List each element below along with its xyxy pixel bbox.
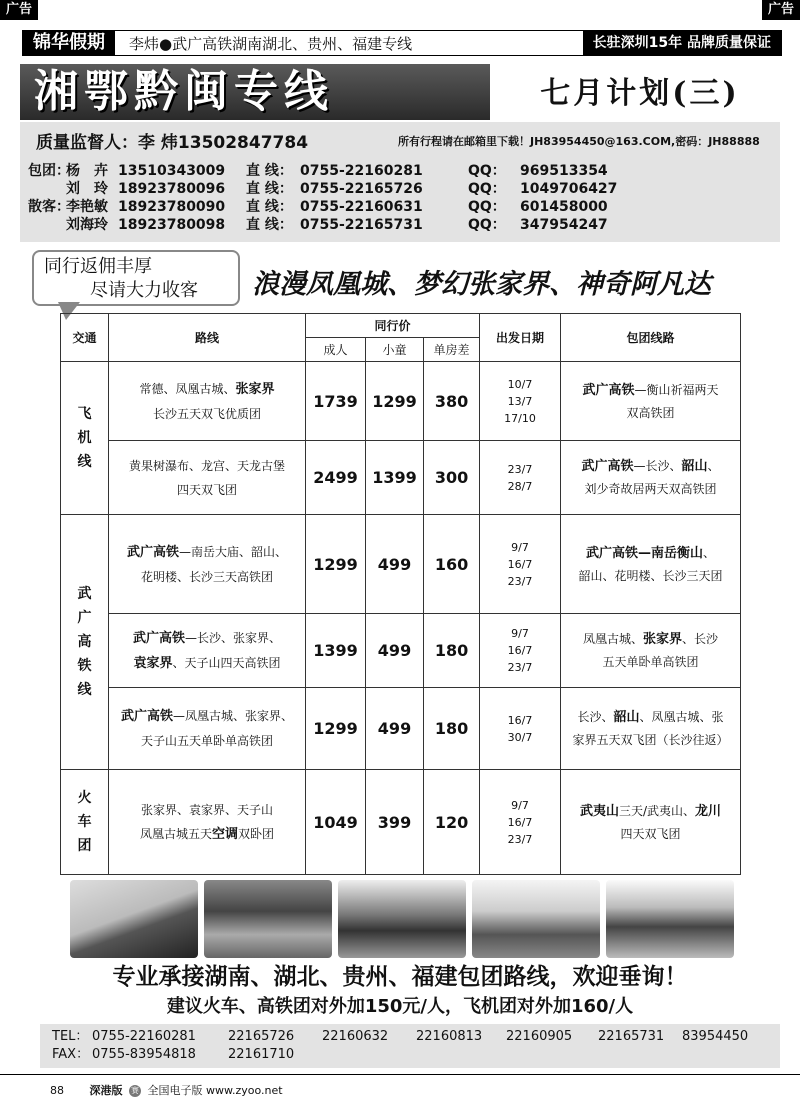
direct-line-label: 直 线： bbox=[246, 181, 293, 197]
departure-dates: 9/7 16/7 23/7 bbox=[480, 770, 561, 875]
route-cell: 常德、凤凰古城、张家界 长沙五天双飞优质团 bbox=[109, 362, 306, 441]
package-cell: 凤凰古城、张家界、长沙 五天单卧单高铁团 bbox=[561, 614, 741, 688]
contact-name: 刘 玲 bbox=[66, 181, 108, 197]
monthly-plan-title: 七月计划(三) bbox=[540, 76, 740, 111]
tel-number: 22160905 bbox=[506, 1029, 573, 1044]
contact-mobile: 18923780098 bbox=[118, 217, 226, 233]
direct-line: 0755-22165731 bbox=[300, 217, 423, 233]
direct-line: 0755-22160281 bbox=[300, 163, 423, 179]
package-cell: 武广高铁—长沙、韶山、 刘少奇故居两天双高铁团 bbox=[561, 441, 741, 515]
scenic-photo bbox=[606, 880, 734, 958]
price-adult: 1299 bbox=[306, 515, 366, 614]
contact-type: 包团： bbox=[28, 163, 70, 179]
price-adult: 2499 bbox=[306, 441, 366, 515]
tel-number: 83954450 bbox=[682, 1029, 749, 1044]
contact-mobile: 13510343009 bbox=[118, 163, 226, 179]
qq-label: QQ： bbox=[468, 217, 506, 233]
route-cell: 武广高铁—长沙、张家界、 袁家界、天子山四天高铁团 bbox=[109, 614, 306, 688]
scenic-photo bbox=[472, 880, 600, 958]
fax-number: 22161710 bbox=[228, 1047, 295, 1062]
promo-line-2: 建议火车、高铁团对外加150元/人，飞机团对外加160/人 bbox=[166, 996, 634, 1017]
direct-line-label: 直 线： bbox=[246, 163, 293, 179]
price-child: 499 bbox=[366, 688, 424, 770]
tel-number: 22165726 bbox=[228, 1029, 295, 1044]
qq-label: QQ： bbox=[468, 181, 506, 197]
tel-number: 22160632 bbox=[322, 1029, 389, 1044]
price-child: 499 bbox=[366, 614, 424, 688]
contact-name: 李艳敏 bbox=[66, 199, 108, 215]
brand-slogan: 长驻深圳15年 品牌质量保证 bbox=[583, 31, 781, 55]
table-row bbox=[61, 362, 741, 441]
contact-panel bbox=[20, 122, 780, 242]
direct-line-label: 直 线： bbox=[246, 217, 293, 233]
fax-number: 0755-83954818 bbox=[92, 1047, 196, 1062]
package-cell: 武夷山三天/武夷山、龙川 四天双飞团 bbox=[561, 770, 741, 875]
headline: 浪漫凤凰城、梦幻张家界、神奇阿凡达 bbox=[252, 269, 711, 300]
specialty-lines: 李炜●武广高铁湖南湖北、贵州、福建专线 bbox=[129, 34, 413, 53]
direct-line: 0755-22160631 bbox=[300, 199, 423, 215]
price-child: 399 bbox=[366, 770, 424, 875]
price-single: 300 bbox=[424, 441, 480, 515]
qq-label: QQ： bbox=[468, 163, 506, 179]
quality-supervisor: 质量监督人：李 炜13502847784 bbox=[36, 133, 309, 153]
route-price-table bbox=[60, 313, 741, 875]
package-cell: 长沙、韶山、凤凰古城、张 家界五天双飞团（长沙往返） bbox=[561, 688, 741, 770]
route-cell: 张家界、袁家界、天子山 凤凰古城五天空调双卧团 bbox=[109, 770, 306, 875]
mode-flight: 飞 机 线 bbox=[61, 362, 109, 515]
ad-label-right: 广告 bbox=[762, 0, 800, 20]
ad-label-left: 广告 bbox=[0, 0, 38, 20]
table-row bbox=[61, 515, 741, 614]
bubble-line-2: 尽请大力收客 bbox=[90, 280, 198, 301]
header-price-group: 同行价 bbox=[306, 314, 480, 338]
price-child: 1299 bbox=[366, 362, 424, 441]
route-banner-title: 湘鄂黔闽专线 bbox=[20, 64, 490, 120]
qq-number: 601458000 bbox=[520, 199, 608, 215]
fax-label: FAX： bbox=[52, 1047, 90, 1062]
route-cell: 黄果树瀑布、龙宫、天龙古堡 四天双飞团 bbox=[109, 441, 306, 515]
package-cell: 武广高铁—衡山祈福两天 双高铁团 bbox=[561, 362, 741, 441]
price-adult: 1299 bbox=[306, 688, 366, 770]
departure-dates: 16/7 30/7 bbox=[480, 688, 561, 770]
header-child: 小童 bbox=[366, 338, 424, 362]
price-single: 120 bbox=[424, 770, 480, 875]
tel-number: 0755-22160281 bbox=[92, 1029, 196, 1044]
tel-number: 22165731 bbox=[598, 1029, 665, 1044]
tel-label: TEL： bbox=[52, 1029, 89, 1044]
header-package: 包团线路 bbox=[561, 314, 741, 362]
table-row bbox=[61, 770, 741, 875]
scenic-photo bbox=[70, 880, 198, 958]
contact-name: 杨 卉 bbox=[66, 163, 108, 179]
price-adult: 1739 bbox=[306, 362, 366, 441]
tel-number: 22160813 bbox=[416, 1029, 483, 1044]
edition-label: 深港版 bbox=[89, 1084, 123, 1097]
package-cell: 武广高铁—南岳衡山、 韶山、花明楼、长沙三天团 bbox=[561, 515, 741, 614]
price-child: 499 bbox=[366, 515, 424, 614]
fax-row bbox=[52, 1046, 768, 1064]
departure-dates: 23/7 28/7 bbox=[480, 441, 561, 515]
header-adult: 成人 bbox=[306, 338, 366, 362]
page-number: 88 bbox=[50, 1084, 64, 1097]
contact-mobile: 18923780090 bbox=[118, 199, 226, 215]
mode-train: 火 车 团 bbox=[61, 770, 109, 875]
brand-name: 锦华假期 bbox=[23, 31, 115, 55]
edition-badge-icon: 赛 bbox=[131, 1086, 139, 1095]
qq-number: 1049706427 bbox=[520, 181, 618, 197]
price-single: 380 bbox=[424, 362, 480, 441]
page-footer bbox=[50, 1082, 283, 1098]
contact-mobile: 18923780096 bbox=[118, 181, 226, 197]
page-divider bbox=[0, 1074, 800, 1075]
header-dates: 出发日期 bbox=[480, 314, 561, 362]
price-adult: 1049 bbox=[306, 770, 366, 875]
promo-line-1: 专业承接湖南、湖北、贵州、福建包团路线，欢迎垂询！ bbox=[112, 964, 688, 990]
price-child: 1399 bbox=[366, 441, 424, 515]
contact-type: 散客： bbox=[28, 199, 70, 215]
header-route: 路线 bbox=[109, 314, 306, 362]
header-single: 单房差 bbox=[424, 338, 480, 362]
contact-name: 刘海玲 bbox=[66, 217, 108, 233]
qq-label: QQ： bbox=[468, 199, 506, 215]
download-notice: 所有行程请在邮箱里下载！JH83954450@163.COM,密码：JH88888 bbox=[398, 135, 760, 148]
route-cell: 武广高铁—南岳大庙、韶山、 花明楼、长沙三天高铁团 bbox=[109, 515, 306, 614]
top-bar bbox=[22, 30, 782, 56]
table-row bbox=[61, 441, 741, 515]
departure-dates: 10/7 13/7 17/10 bbox=[480, 362, 561, 441]
commission-bubble bbox=[32, 250, 240, 306]
departure-dates: 9/7 16/7 23/7 bbox=[480, 614, 561, 688]
price-single: 160 bbox=[424, 515, 480, 614]
photo-strip bbox=[70, 880, 734, 958]
departure-dates: 9/7 16/7 23/7 bbox=[480, 515, 561, 614]
table-row bbox=[61, 688, 741, 770]
tel-row bbox=[52, 1028, 768, 1046]
header-transport: 交通 bbox=[61, 314, 109, 362]
price-single: 180 bbox=[424, 688, 480, 770]
table-row bbox=[61, 614, 741, 688]
price-adult: 1399 bbox=[306, 614, 366, 688]
scenic-photo bbox=[204, 880, 332, 958]
direct-line: 0755-22165726 bbox=[300, 181, 423, 197]
footer-contacts bbox=[40, 1024, 780, 1068]
qq-number: 969513354 bbox=[520, 163, 608, 179]
mode-hsr: 武 广 高 铁 线 bbox=[61, 515, 109, 770]
route-cell: 武广高铁—凤凰古城、张家界、 天子山五天单卧单高铁团 bbox=[109, 688, 306, 770]
bubble-line-1: 同行返佣丰厚 bbox=[44, 256, 152, 277]
price-single: 180 bbox=[424, 614, 480, 688]
direct-line-label: 直 线： bbox=[246, 199, 293, 215]
qq-number: 347954247 bbox=[520, 217, 608, 233]
web-edition: 全国电子版 www.zyoo.net bbox=[147, 1084, 283, 1097]
scenic-photo bbox=[338, 880, 466, 958]
